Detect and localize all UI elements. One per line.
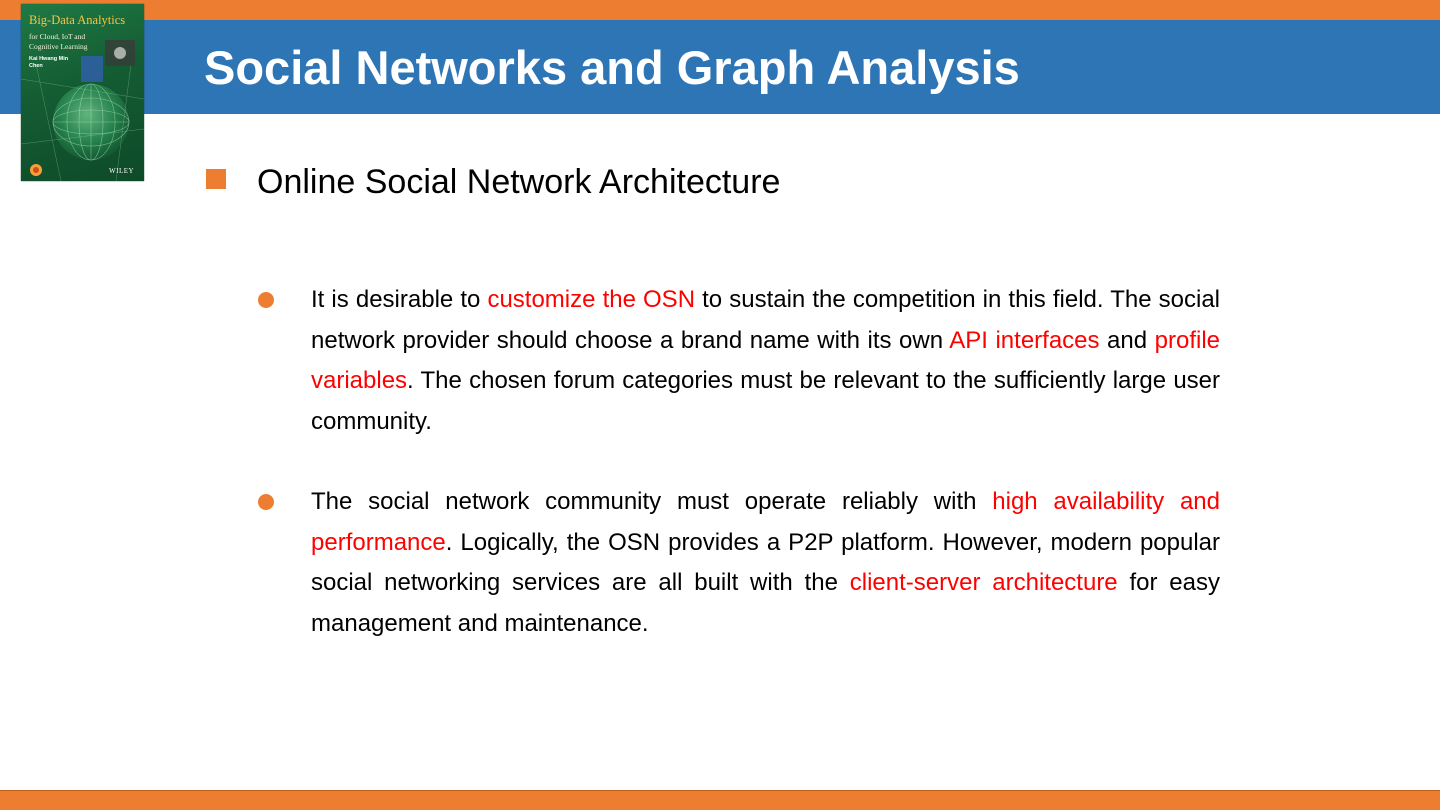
bullet-1-highlight: profile variables [311, 326, 1220, 394]
section-heading-text: Online Social Network Architecture [257, 163, 781, 201]
bullet-1-text-part: It is desirable to [311, 286, 488, 313]
bullet-1-highlight: customize the OSN [487, 286, 696, 313]
book-authors: Kai Hwang Min Chen [29, 56, 69, 69]
bullet-2-text [311, 482, 1220, 644]
bullet-1-text-part: . The chosen forum categories must be relevant to the sufficiently large user community. [311, 367, 1220, 435]
book-subtitle: for Cloud, IoT and Cognitive Learning [29, 32, 88, 51]
slide-title: Social Networks and Graph Analysis [204, 41, 1020, 94]
bullet-2-text-part: . Logically, the OSN provides a P2P platform. However, modern popular social networking services are all built with the [311, 528, 1220, 596]
bottom-accent-bar [0, 790, 1440, 810]
bullet-1-text-part: to sustain the competition in this field. The social network provider should choose a brand name with its own [311, 286, 1220, 354]
top-accent-bar [0, 0, 1440, 20]
bullet-1-text [311, 280, 1220, 442]
bullet-1-text-part: and [1099, 326, 1155, 354]
bullet-2-text-part: for easy management and maintenance. [311, 569, 1220, 637]
circle-bullet-icon [258, 292, 274, 308]
square-bullet-icon [206, 169, 226, 189]
bullet-1-highlight: API interfaces [949, 326, 1100, 354]
book-publisher: WILEY [109, 167, 135, 175]
bullet-2-highlight: high availability and performance [311, 488, 1220, 556]
title-bar [0, 20, 1440, 114]
book-cover-artwork [21, 4, 144, 181]
book-title: Big-Data Analytics [29, 13, 126, 27]
book-cover-image [21, 4, 144, 181]
circle-bullet-icon [258, 494, 274, 510]
bullet-2-highlight: client-server architecture [849, 569, 1118, 596]
bullet-2-text-part: The social network community must operate reliably with [311, 488, 993, 515]
